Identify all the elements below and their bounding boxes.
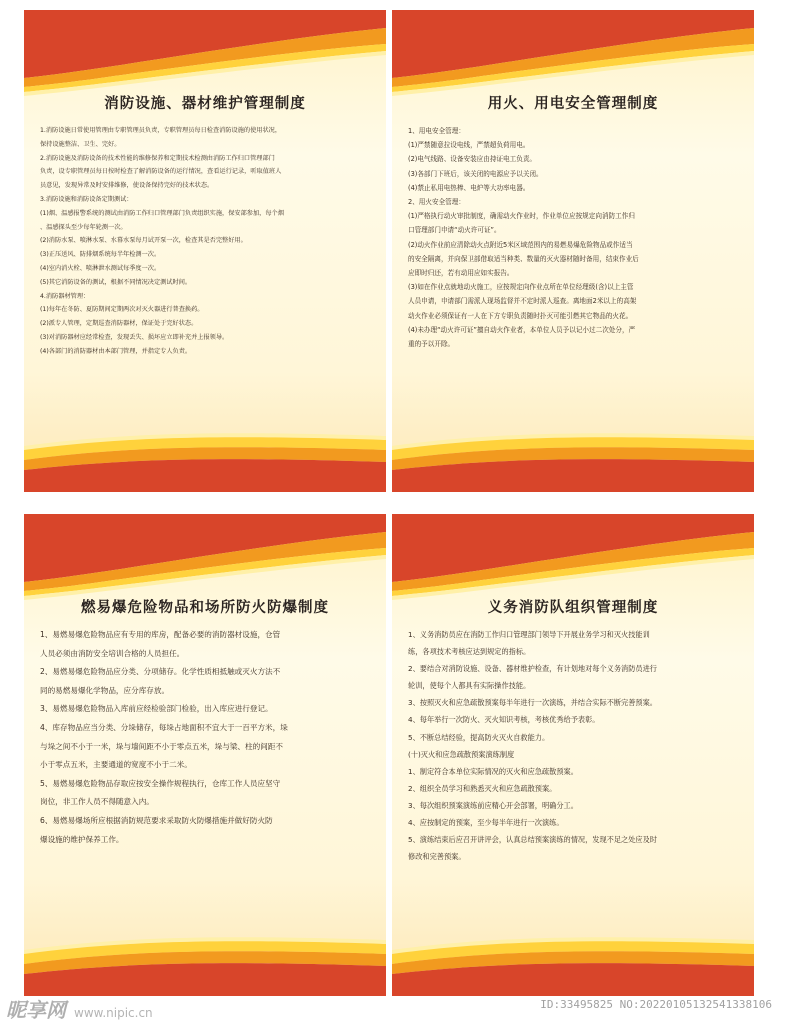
panel-volunteer-fire-brigade — [392, 514, 754, 996]
panel-text-line: 口管理部门申请“动火许可证”。 — [408, 226, 501, 235]
panel-text-line: 3、按照灭火和应急疏散预案每半年进行一次演练，并结合实际不断完善预案。 — [408, 698, 657, 708]
panel-text-line: 员意见，发现异常及时安排维修，使设备保持完好的技术状态。 — [40, 182, 214, 190]
panel-text-line: 轮训，使每个人都具有实际操作技能。 — [408, 681, 531, 691]
panel-text-line: 、温感探头至少每年轮测一次。 — [40, 223, 127, 231]
panel-fire-electricity-safety — [392, 10, 754, 492]
panel-text-line: 1、易燃易爆危险物品应有专用的库房，配备必要的消防器材设施，仓管 — [40, 630, 281, 639]
panel-text-line: 2.消防设施及消防设备的技术性能的维修保养和定期技术检测由消防工作归口管理部门 — [40, 154, 275, 162]
watermark-brand: 昵享网 — [6, 998, 66, 1022]
panel-flammable-explosive-goods — [24, 514, 386, 996]
panel-text-line: (4)未办理“动火许可证”擅自动火作业者，本单位人员予以记小过二次处分，严 — [408, 325, 636, 334]
panel-text-line: 4、每年举行一次防火、灭火知识考核，考核优秀给予表彰。 — [408, 715, 600, 725]
panel-text-line: 练，各项技术考核应达到规定的指标。 — [408, 647, 531, 657]
panel-text-line: (3)如在作业点就地动火施工，应按规定向作业点所在单位经理级(含)以上主管 — [408, 283, 634, 292]
top-wave-decoration — [392, 10, 754, 100]
panel-body — [408, 626, 740, 865]
panel-text-line: (1)严禁随意拉设电线，严禁超负荷用电。 — [408, 141, 530, 150]
panel-title: 消防设施、器材维护管理制度 — [104, 96, 306, 112]
bottom-wave-decoration — [392, 930, 754, 996]
bottom-wave-decoration — [392, 426, 754, 492]
panel-text-line: 岗位，非工作人员不得随意入内。 — [40, 797, 154, 807]
panel-text-line: 1、义务消防员应在消防工作归口管理部门领导下开展业务学习和灭火技能训 — [408, 630, 650, 639]
panel-text-line: (1)每年在冬防、夏防期间定期两次对灭火器进行普查换药。 — [40, 306, 204, 314]
panel-title: 义务消防队组织管理制度 — [487, 600, 659, 616]
panel-text-line: 6、易燃易爆场所应根据消防规范要求采取防火防爆措施并做好防火防 — [40, 815, 273, 825]
panel-text-line: (4)室内消火栓、喷淋泄水测试每季度一次。 — [40, 264, 161, 272]
top-wave-decoration — [24, 10, 386, 100]
panel-text-line: 4、库存物品应当分类、分垛储存，每垛占地面积不宜大于一百平方米，垛 — [40, 722, 288, 732]
panel-text-line: 修改和完善预案。 — [408, 852, 466, 862]
panel-text-line: 人员申请，申请部门需派人现场监督并不定时派人巡查。离地面2米以上的高架 — [408, 297, 637, 306]
panel-body — [408, 124, 740, 351]
watermark-logo — [6, 994, 153, 1023]
panel-text-line: 1.消防设施日常使用管理由专职管理员负责，专职管理员每日检查消防设施的使用状况， — [40, 127, 282, 134]
watermark-url: www.nipic.cn — [74, 1006, 153, 1020]
panel-text-line: 3、易燃易爆危险物品入库前应经检验部门检验，出入库应进行登记。 — [40, 704, 273, 714]
panel-text-line: 的安全隔离，并向保卫部借取适当种类、数量的灭火器材随时备用，结束作业后 — [408, 254, 639, 263]
panel-text-line: 2、易燃易爆危险物品应分类、分项储存。化学性质相抵触或灭火方法不 — [40, 667, 281, 677]
panel-text-line: (3)各部门下班后，该关闭的电源应予以关闭。 — [408, 169, 543, 178]
panel-text-line: 5、易燃易爆危险物品存取应按安全操作规程执行，仓库工作人员应坚守 — [40, 778, 281, 788]
top-wave-decoration — [392, 514, 754, 604]
bottom-wave-decoration — [24, 930, 386, 996]
panel-title: 用火、用电安全管理制度 — [487, 96, 659, 112]
panel-text-line: (1)严格执行动火审批制度，确需动火作业时，作业单位应按规定向消防工作归 — [408, 212, 635, 221]
watermark-id: ID:33495825 NO:20220105132541338106 — [540, 998, 772, 1011]
panel-fire-equipment-maintenance — [24, 10, 386, 492]
panel-text-line: 2、组织全员学习和熟悉灭火和应急疏散预案。 — [408, 783, 557, 793]
panel-text-line: 人员必须由消防安全培训合格的人员担任。 — [40, 648, 185, 658]
panel-text-line: (2)消防水泵、喷淋水泵、水幕水泵每月试开泵一次，检查其是否完整好用。 — [40, 237, 247, 245]
panel-text-line: (1)烟、温感报警系统的测试由消防工作归口管理部门负责组织实施，保安部参加，每个烟 — [40, 209, 284, 217]
panel-text-line: 5、演练结束后应召开讲评会，认真总结预案演练的情况，发现不足之处应及时 — [408, 835, 657, 845]
panel-text-line: 负责，设专职管理员每日按时检查了解消防设备的运行情况，查看运行记录，听取值班人 — [40, 168, 282, 176]
panel-text-line: 1、制定符合本单位实际情况的灭火和应急疏散预案。 — [408, 766, 578, 776]
panel-text-line: (4)禁止私用电热棒、电炉等大功率电器。 — [408, 183, 530, 192]
panel-text-line: (2)动火作业前应清除动火点附近5米区域范围内的易燃易爆危险物品或作适当 — [408, 240, 633, 249]
panel-text-line: 2、用火安全管理： — [408, 198, 465, 207]
panel-text-line: 与垛之间不小于一米，垛与墙间距不小于零点五米，垛与梁、柱的间距不 — [40, 741, 283, 751]
panel-text-line: 动火作业必须保证有一人在下方专职负责随时扑灭可能引燃其它物品的火花。 — [408, 311, 633, 320]
top-wave-decoration — [24, 514, 386, 604]
panel-text-line: 重的予以开除。 — [408, 340, 455, 349]
panel-text-line: 保持设施整洁、卫生、完好。 — [40, 140, 121, 148]
panel-text-line: 4.消防器材管理： — [40, 292, 90, 300]
panel-text-line: 爆设施的维护保养工作。 — [40, 834, 124, 844]
panel-text-line: 2、要结合对消防设施、设备、器材维护检查，有计划地对每个义务消防员进行 — [408, 664, 657, 674]
panel-text-line: (4)各部门的消防器材由本部门管理，并指定专人负责。 — [40, 347, 192, 355]
panel-body — [40, 626, 372, 849]
panel-body — [40, 124, 372, 359]
panel-text-line: 同的易燃易爆化学物品，应分库存放。 — [40, 685, 170, 695]
panel-text-line: (3)正压送风、防排烟系统每半年检测一次。 — [40, 251, 161, 259]
panel-text-line: 3.消防设施和消防设备定期测试： — [40, 195, 133, 203]
panel-text-line: 3、每次组织预案演练前应精心开会部署，明确分工。 — [408, 800, 578, 810]
panel-text-line: 小于零点五米，主要通道的宽度不小于二米。 — [40, 760, 192, 770]
bottom-wave-decoration — [24, 426, 386, 492]
panel-text-line: (3)对消防器材应经常检查，发现丢失、损坏应立即补充并上报领导。 — [40, 333, 229, 341]
panel-text-line: (2)派专人管理，定期巡查消防器材，保证处于完好状态。 — [40, 320, 198, 328]
panel-text-line: 5、不断总结经验，提高防火灭火自救能力。 — [408, 732, 550, 742]
panel-text-line: 4、应按制定的预案，至少每半年进行一次演练。 — [408, 818, 564, 828]
panel-text-line: (2)电气线路、设备安装应由持证电工负责。 — [408, 155, 537, 164]
panel-text-line: 1、用电安全管理： — [408, 127, 465, 135]
panel-text-line: (十)灭火和应急疏散预案演练制度 — [408, 749, 515, 759]
panel-title: 燃易爆危险物品和场所防火防爆制度 — [81, 600, 329, 616]
panel-text-line: (5)其它消防设备的测试，根据不同情况决定测试时间。 — [40, 278, 192, 286]
panel-text-line: 应即时归还，若有动用应如实报告。 — [408, 269, 514, 278]
